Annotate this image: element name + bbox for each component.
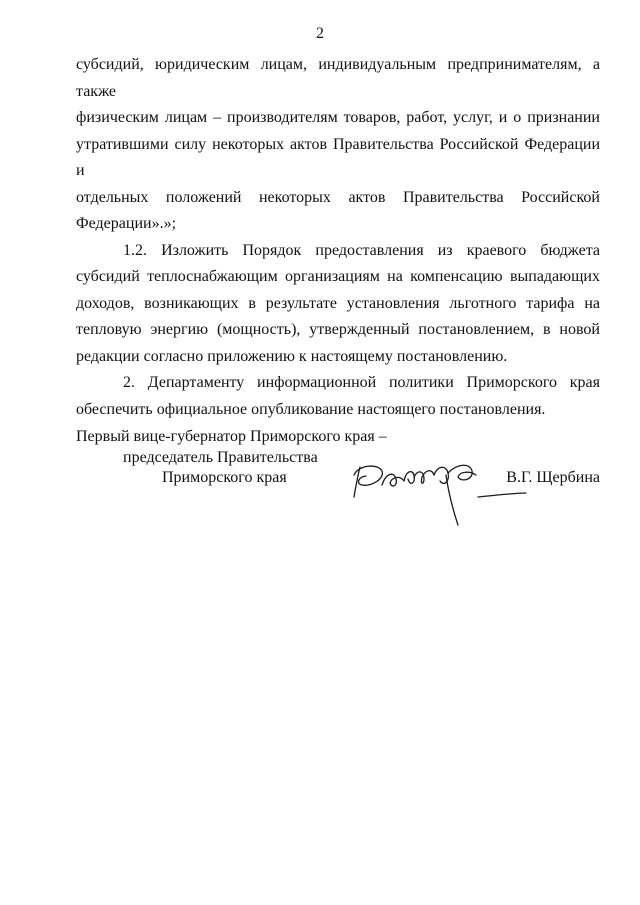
text-line: физическим лицам – производителям товаров, работ, услуг, и о признании — [76, 109, 600, 126]
page-number: 2 — [316, 25, 324, 42]
text-line: субсидий, юридическим лицам, индивидуальным предпринимателям, а также — [76, 56, 600, 100]
text-line: отдельных положений некоторых актов Правительства Российской — [76, 188, 600, 206]
signatory-title-line-3: Приморского края — [162, 469, 287, 486]
signatory-name: В.Г. Щербина — [506, 469, 600, 486]
signatory-title-line-2: председатель Правительства — [123, 449, 318, 466]
paragraph-intro-continuation — [76, 52, 600, 238]
signature-block — [76, 427, 600, 537]
signatory-title-line-1: Первый вице-губернатор Приморского края – — [76, 428, 387, 445]
text-line: утратившими силу некоторых актов Правительства Российской Федерации и — [76, 135, 600, 179]
paragraph-item-2: 2. Департаменту информационной политики Приморского края обеспечить официальное опубликование настоящего постановления. — [76, 374, 600, 418]
paragraph-item-1-2: 1.2. Изложить Порядок предоставления из краевого бюджета субсидий теплоснабжающим организациям на компенсацию выпадающих доходов, возникающих в результате установления льготного тарифа на тепловую энергию (мощность), утвержденный постановлением, в новой редакции согласно приложению к настоящему постановлению. — [76, 241, 600, 365]
text-line: Федерации».»; — [76, 215, 177, 232]
document-body — [76, 52, 600, 423]
handwritten-signature — [348, 445, 528, 537]
